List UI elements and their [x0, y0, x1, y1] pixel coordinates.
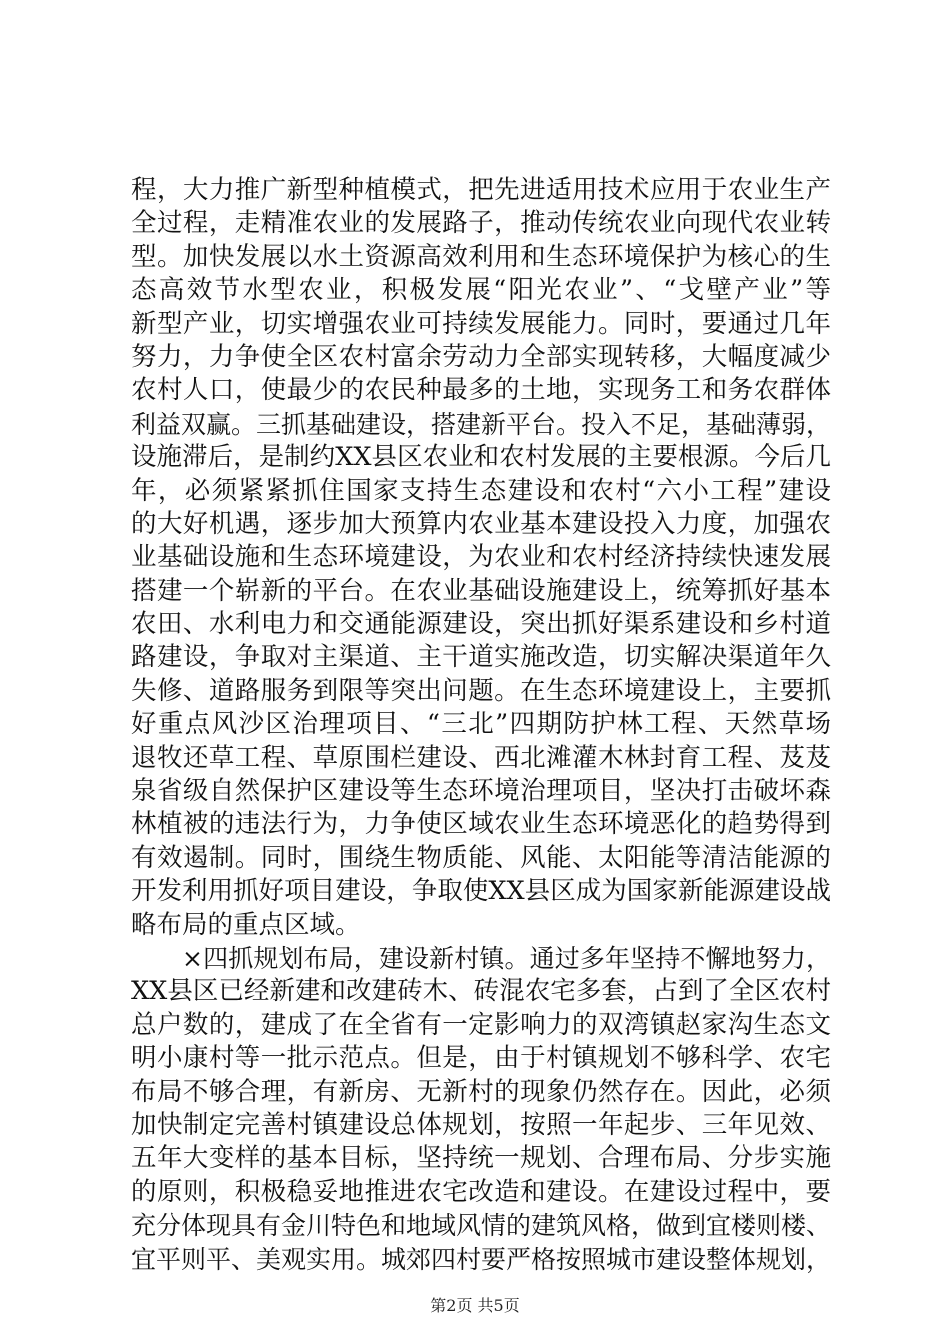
text-line: 新型产业，切实增强农业可持续发展能力。同时，要通过几年 — [131, 308, 831, 339]
text-line: 态高效节水型农业，积极发展“阳光农业”、“戈壁产业”等 — [131, 275, 831, 306]
text-line: 林植被的违法行为，力争使区域农业生态环境恶化的趋势得到 — [131, 809, 831, 840]
text-line: 全过程，走精准农业的发展路子，推动传统农业向现代农业转 — [131, 208, 831, 239]
text-line: 明小康村等一批示范点。但是，由于村镇规划不够科学、农宅 — [131, 1043, 831, 1074]
text-line: 略布局的重点区域。 — [131, 909, 361, 940]
text-line: 业基础设施和生态环境建设，为农业和农村经济持续快速发展 — [131, 542, 831, 573]
text-line: 失修、道路服务到限等突出问题。在生态环境建设上，主要抓 — [131, 675, 831, 706]
text-line: 五年大变样的基本目标，坚持统一规划、合理布局、分步实施 — [131, 1143, 831, 1174]
text-line: 路建设，争取对主渠道、主干道实施改造，切实解决渠道年久 — [131, 642, 831, 673]
text-line: 的原则，积极稳妥地推进农宅改造和建设。在建设过程中，要 — [131, 1176, 831, 1207]
text-line: 搭建一个崭新的平台。在农业基础设施建设上，统筹抓好基本 — [131, 575, 831, 606]
text-line: 泉省级自然保护区建设等生态环境治理项目，坚决打击破坏森 — [131, 776, 831, 807]
text-line: 农田、水利电力和交通能源建设，突出抓好渠系建设和乡村道 — [131, 609, 831, 640]
text-line: 好重点风沙区治理项目、“三北”四期防护林工程、天然草场 — [131, 709, 831, 740]
text-line: 农村人口，使最少的农民种最多的土地，实现务工和务农群体 — [131, 375, 831, 406]
text-line: 宜平则平、美观实用。城郊四村要严格按照城市建设整体规划， — [131, 1244, 832, 1274]
text-line: 加快制定完善村镇建设总体规划，按照一年起步、三年见效、 — [131, 1109, 831, 1140]
text-line: 退牧还草工程、草原围栏建设、西北滩灌木林封育工程、芨芨 — [131, 742, 831, 773]
text-line: 型。加快发展以水土资源高效利用和生态环境保护为核心的生 — [131, 241, 831, 272]
text-line: 年，必须紧紧抓住国家支持生态建设和农村“六小工程”建设 — [131, 475, 831, 506]
text-line: 程，大力推广新型种植模式，把先进适用技术应用于农业生产 — [131, 175, 831, 205]
page-number-footer: 第2页 共5页 — [430, 1296, 520, 1315]
text-line: 开发利用抓好项目建设，争取使XX县区成为国家新能源建设战 — [131, 876, 831, 907]
text-line: 有效遏制。同时，围绕生物质能、风能、太阳能等清洁能源的 — [131, 842, 831, 873]
text-line: 利益双赢。三抓基础建设，搭建新平台。投入不足，基础薄弱， — [131, 409, 832, 439]
text-line: ×四抓规划布局，建设新村镇。通过多年坚持不懈地努力， — [182, 943, 831, 973]
text-line: XX县区已经新建和改建砖木、砖混农宅多套，占到了全区农村 — [131, 976, 831, 1007]
text-line: 充分体现具有金川特色和地域风情的建筑风格，做到宜楼则楼、 — [131, 1211, 832, 1241]
text-line: 努力，力争使全区农村富余劳动力全部实现转移，大幅度减少 — [131, 341, 831, 372]
text-line: 设施滞后，是制约XX县区农业和农村发展的主要根源。今后几 — [131, 442, 831, 473]
document-body — [131, 174, 831, 1276]
text-line: 总户数的，建成了在全省有一定影响力的双湾镇赵家沟生态文 — [131, 1009, 831, 1040]
text-line: 布局不够合理，有新房、无新村的现象仍然存在。因此，必须 — [131, 1076, 831, 1107]
text-line: 的大好机遇，逐步加大预算内农业基本建设投入力度，加强农 — [131, 508, 831, 539]
